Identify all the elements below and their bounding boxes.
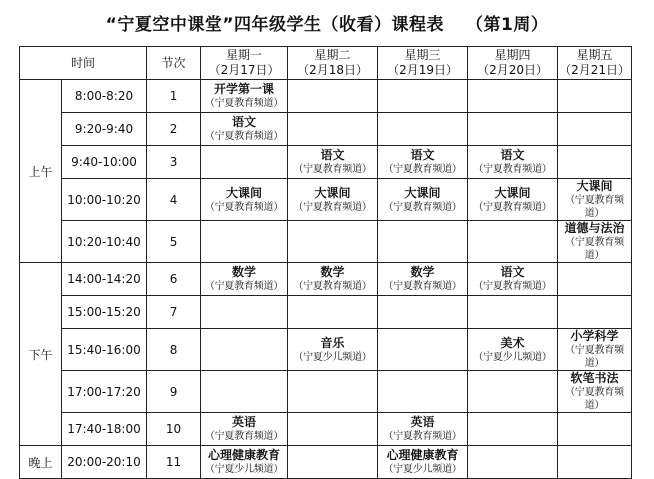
course-cell <box>468 329 558 371</box>
course-cell <box>468 413 558 446</box>
course-channel: （宁夏教育频道） <box>383 164 462 175</box>
course-channel: （宁夏教育频道） <box>204 201 284 213</box>
course-cell <box>558 146 632 179</box>
table-row <box>20 263 632 296</box>
course-cell <box>201 80 288 113</box>
period-afternoon: 下午 <box>20 263 62 446</box>
index-cell: 2 <box>147 113 201 146</box>
page-title <box>0 10 654 35</box>
course-cell <box>288 263 378 296</box>
course-name: 道德与法治 <box>564 221 625 235</box>
table-row <box>20 113 632 146</box>
header-row <box>20 47 632 80</box>
header-day-5: 星期五 （2月21日） <box>558 47 632 80</box>
course-cell <box>288 80 378 113</box>
course-channel: （宁夏教育频道） <box>473 201 552 213</box>
course-cell <box>288 179 378 221</box>
course-cell <box>288 221 378 263</box>
course-channel: （宁夏少儿频道） <box>293 351 372 363</box>
table-row <box>20 146 632 179</box>
course-cell <box>378 329 468 371</box>
course-channel: （宁夏教育频道） <box>565 237 624 261</box>
time-cell: 15:00-15:20 <box>62 296 147 329</box>
course-cell <box>378 413 468 446</box>
course-name: 语文 <box>500 148 525 162</box>
course-name: 英语 <box>410 415 435 429</box>
course-name: 美术 <box>500 335 525 350</box>
header-day-2: 星期二 （2月18日） <box>288 47 378 80</box>
course-name: 开学第一课 <box>214 82 275 96</box>
course-channel: （宁夏少儿频道） <box>473 351 552 363</box>
time-cell: 17:00-17:20 <box>62 371 147 413</box>
course-channel: （宁夏教育频道） <box>293 281 372 292</box>
course-cell <box>288 146 378 179</box>
course-name: 软笔书法 <box>570 371 619 385</box>
course-name: 音乐 <box>320 335 345 350</box>
time-cell: 8:00-8:20 <box>62 80 147 113</box>
course-cell <box>468 146 558 179</box>
table-row <box>20 296 632 329</box>
title-week: （第1周） <box>466 15 549 35</box>
course-cell <box>288 413 378 446</box>
course-channel: （宁夏教育频道） <box>204 131 284 142</box>
course-cell <box>558 413 632 446</box>
course-name: 大课间 <box>576 179 613 193</box>
course-cell <box>378 371 468 413</box>
course-name: 心理健康教育 <box>386 448 459 462</box>
course-name: 语文 <box>320 148 345 162</box>
time-cell: 17:40-18:00 <box>62 413 147 446</box>
course-channel: （宁夏教育频道） <box>383 201 462 213</box>
course-name: 大课间 <box>404 185 441 200</box>
course-cell <box>288 446 378 479</box>
index-cell: 10 <box>147 413 201 446</box>
course-channel: （宁夏教育频道） <box>383 281 462 292</box>
course-cell <box>468 80 558 113</box>
course-cell <box>201 413 288 446</box>
course-name: 语文 <box>232 115 257 129</box>
course-cell <box>468 263 558 296</box>
time-cell: 20:00-20:10 <box>62 446 147 479</box>
course-name: 大课间 <box>494 185 531 200</box>
course-channel: （宁夏教育频道） <box>293 164 372 175</box>
course-channel: （宁夏教育频道） <box>565 195 624 219</box>
course-cell <box>558 179 632 221</box>
index-cell: 6 <box>147 263 201 296</box>
course-cell <box>378 446 468 479</box>
time-cell: 15:40-16:00 <box>62 329 147 371</box>
course-name: 数学 <box>410 265 435 279</box>
course-cell <box>558 329 632 371</box>
index-cell: 9 <box>147 371 201 413</box>
header-day-4: 星期四 （2月20日） <box>468 47 558 80</box>
course-cell <box>288 371 378 413</box>
course-channel: （宁夏教育频道） <box>204 281 284 292</box>
course-cell <box>468 113 558 146</box>
course-cell <box>558 446 632 479</box>
course-cell <box>558 221 632 263</box>
course-cell <box>201 179 288 221</box>
course-cell <box>468 179 558 221</box>
course-cell <box>378 179 468 221</box>
schedule-body <box>20 47 632 479</box>
course-cell <box>378 296 468 329</box>
course-channel: （宁夏教育频道） <box>383 431 462 442</box>
course-cell <box>201 146 288 179</box>
course-name: 语文 <box>500 265 525 279</box>
period-morning: 上午 <box>20 80 62 263</box>
course-name: 英语 <box>232 415 257 429</box>
time-cell: 9:20-9:40 <box>62 113 147 146</box>
time-cell: 10:00-10:20 <box>62 179 147 221</box>
course-channel: （宁夏教育频道） <box>565 345 624 369</box>
table-row <box>20 329 632 371</box>
course-name: 心理健康教育 <box>208 448 281 462</box>
course-channel: （宁夏教育频道） <box>204 431 284 442</box>
header-day-3: 星期三 （2月19日） <box>378 47 468 80</box>
course-cell <box>468 296 558 329</box>
course-cell <box>558 296 632 329</box>
course-cell <box>201 221 288 263</box>
index-cell: 5 <box>147 221 201 263</box>
course-name: 语文 <box>410 148 435 162</box>
index-cell: 3 <box>147 146 201 179</box>
time-cell: 9:40-10:00 <box>62 146 147 179</box>
course-cell <box>378 146 468 179</box>
table-row <box>20 80 632 113</box>
course-channel: （宁夏少儿频道） <box>383 464 462 475</box>
course-cell <box>558 371 632 413</box>
course-cell <box>201 446 288 479</box>
header-time: 时间 <box>20 47 147 80</box>
course-name: 小学科学 <box>570 329 619 343</box>
table-row <box>20 446 632 479</box>
course-name: 数学 <box>232 265 257 279</box>
course-cell <box>288 329 378 371</box>
time-cell: 10:20-10:40 <box>62 221 147 263</box>
course-channel: （宁夏教育频道） <box>473 164 552 175</box>
header-day-1: 星期一 （2月17日） <box>201 47 288 80</box>
course-cell <box>378 80 468 113</box>
course-cell <box>288 296 378 329</box>
schedule-table <box>19 46 632 479</box>
course-cell <box>468 371 558 413</box>
course-cell <box>558 113 632 146</box>
title-main: “宁夏空中课堂”四年级学生（收看）课程表 <box>105 15 444 35</box>
index-cell: 11 <box>147 446 201 479</box>
course-cell <box>558 263 632 296</box>
period-evening: 晚上 <box>20 446 62 479</box>
course-channel: （宁夏教育频道） <box>565 387 624 411</box>
course-channel: （宁夏教育频道） <box>473 281 552 292</box>
course-cell <box>201 329 288 371</box>
course-cell <box>468 221 558 263</box>
table-row <box>20 413 632 446</box>
course-cell <box>288 113 378 146</box>
course-cell <box>201 296 288 329</box>
course-channel: （宁夏少儿频道） <box>204 464 284 475</box>
course-cell <box>378 113 468 146</box>
course-name: 数学 <box>320 265 345 279</box>
course-cell <box>201 113 288 146</box>
course-cell <box>468 446 558 479</box>
table-row <box>20 221 632 263</box>
index-cell: 4 <box>147 179 201 221</box>
course-cell <box>378 263 468 296</box>
course-name: 大课间 <box>314 185 351 200</box>
course-name: 大课间 <box>226 185 263 200</box>
index-cell: 8 <box>147 329 201 371</box>
time-cell: 14:00-14:20 <box>62 263 147 296</box>
header-index: 节次 <box>147 47 201 80</box>
index-cell: 7 <box>147 296 201 329</box>
course-cell <box>558 80 632 113</box>
course-cell <box>201 371 288 413</box>
course-channel: （宁夏教育频道） <box>204 98 284 109</box>
table-row <box>20 371 632 413</box>
course-channel: （宁夏教育频道） <box>293 201 372 213</box>
table-row <box>20 179 632 221</box>
course-cell <box>378 221 468 263</box>
index-cell: 1 <box>147 80 201 113</box>
course-cell <box>201 263 288 296</box>
